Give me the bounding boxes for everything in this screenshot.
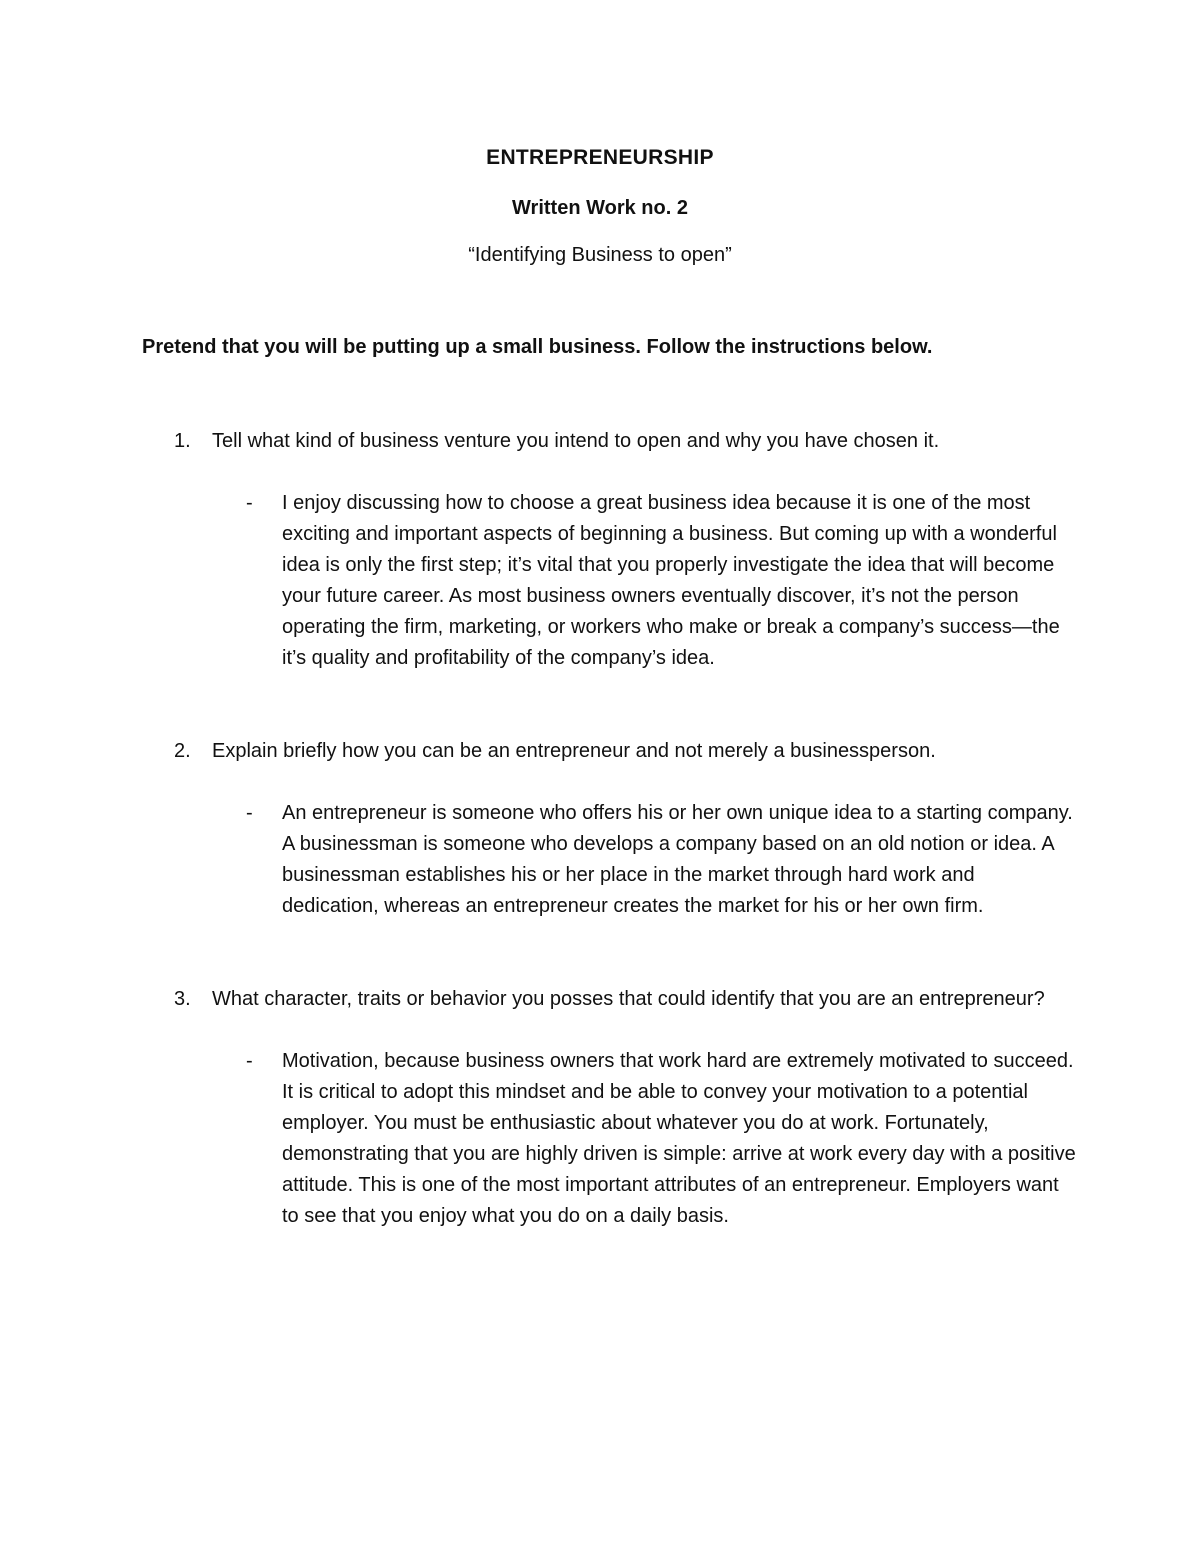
answer-3 bbox=[246, 1046, 1076, 1232]
document-topic: “Identifying Business to open” bbox=[468, 244, 732, 266]
question-number: 1. bbox=[174, 430, 191, 452]
answer-dash: - bbox=[246, 492, 253, 514]
answer-text: An entrepreneur is someone who offers his or her own unique idea to a starting company. A businessman is someone who develops a company based on an old notion or idea. A businessman establishes his or her place in the market through hard work and dedication, whereas an entrepreneur creates the market for his or her own firm. bbox=[282, 802, 1073, 917]
answer-1 bbox=[246, 488, 1076, 674]
answer-text: Motivation, because business owners that work hard are extremely motivated to succeed. It is critical to adopt this mindset and be able to convey your motivation to a potential employer. You must be enthusiastic about whatever you do at work. Fortunately, demonstrating that you are highly driven is simple: arrive at work every day with a positive attitude. This is one of the most important attributes of an entrepreneur. Employers want to see that you enjoy what you do on a daily basis. bbox=[282, 1050, 1076, 1227]
question-text: What character, traits or behavior you posses that could identify that you are an entrepreneur? bbox=[212, 988, 1045, 1010]
answer-dash: - bbox=[246, 802, 253, 824]
question-number: 2. bbox=[174, 740, 191, 762]
question-text: Explain briefly how you can be an entrepreneur and not merely a businessperson. bbox=[212, 740, 936, 762]
document-title: ENTREPRENEURSHIP bbox=[486, 146, 714, 169]
question-2 bbox=[174, 736, 1074, 767]
answer-dash: - bbox=[246, 1050, 253, 1072]
answer-2 bbox=[246, 798, 1076, 922]
instructions-text: Pretend that you will be putting up a small business. Follow the instructions below. bbox=[142, 336, 933, 358]
question-text: Tell what kind of business venture you intend to open and why you have chosen it. bbox=[212, 430, 940, 452]
question-number: 3. bbox=[174, 988, 191, 1010]
answer-text: I enjoy discussing how to choose a great business idea because it is one of the most exciting and important aspects of beginning a business. But coming up with a wonderful idea is only the first step; it’s vital that you properly investigate the idea that will become your future career. As most business owners eventually discover, it’s not the person operating the firm, marketing, or workers who make or break a company’s success—the it’s quality and profitability of the company’s idea. bbox=[282, 492, 1060, 669]
question-3 bbox=[174, 984, 1074, 1015]
document-subtitle: Written Work no. 2 bbox=[512, 197, 688, 219]
question-1 bbox=[174, 426, 1074, 457]
